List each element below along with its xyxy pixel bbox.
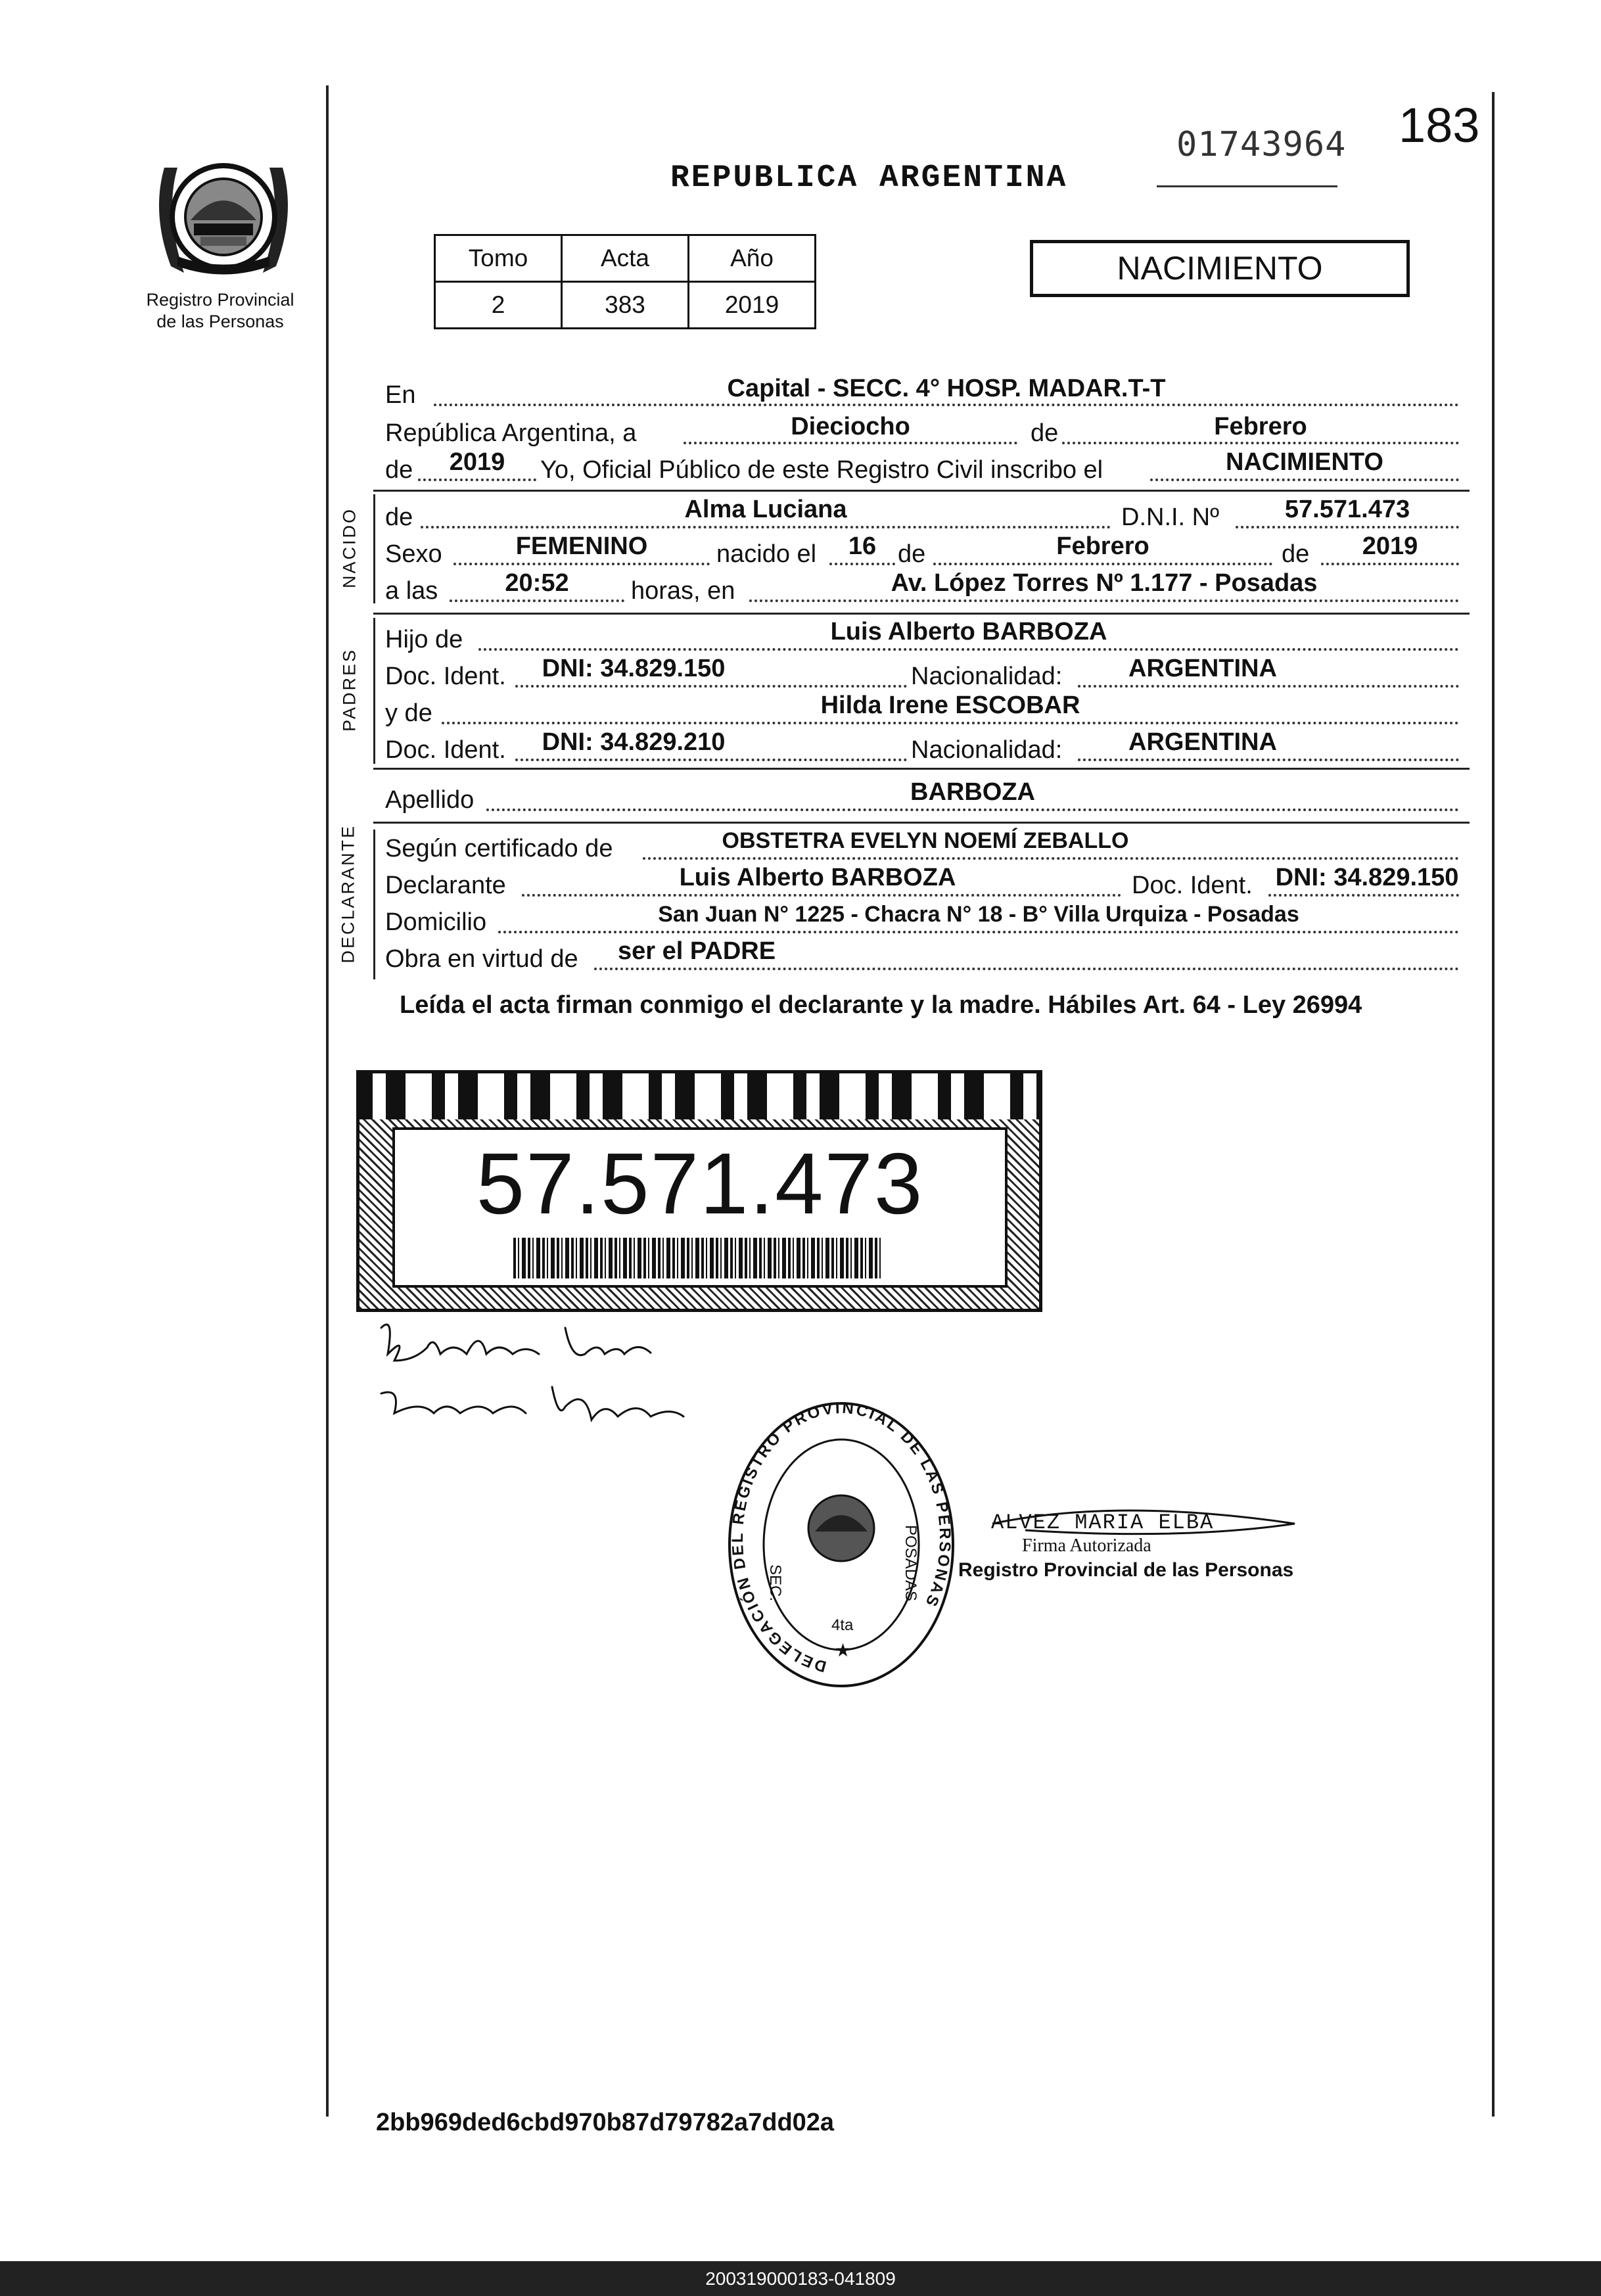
label-de-mes: de (1031, 419, 1059, 447)
record-type-box: NACIMIENTO (1030, 240, 1410, 297)
dotted-line (1062, 442, 1459, 444)
stamp-inner-panel (392, 1127, 1008, 1288)
dotted-line (453, 563, 710, 565)
side-label-nacido: NACIDO (339, 507, 360, 589)
dotted-line (478, 648, 1459, 651)
dni-number-stamp (356, 1070, 1042, 1312)
value-anio-nac: 2019 (1362, 532, 1418, 560)
value-sexo: FEMENINO (515, 532, 648, 560)
barcode-icon (513, 1238, 881, 1278)
value-en-virtud: ser el PADRE (618, 937, 776, 965)
right-margin-line (1492, 92, 1495, 2117)
label-hijo-de: Hijo de (385, 626, 463, 653)
value-tomo: 2 (435, 282, 562, 329)
value-padre: Luis Alberto BARBOZA (830, 618, 1107, 645)
official-office: Registro Provincial de las Personas (958, 1559, 1294, 1581)
registry-official-seal (723, 1394, 960, 1696)
value-lugar: Capital - SECC. 4° HOSP. MADAR.T-T (727, 375, 1166, 402)
label-doc-ident-madre: Doc. Ident. (385, 736, 506, 764)
dotted-line (1078, 685, 1459, 688)
label-apellido: Apellido (385, 786, 475, 814)
dotted-line (1236, 526, 1459, 528)
label-obra-en-virtud: Obra en virtud de (385, 945, 578, 973)
record-reference-table (434, 234, 816, 329)
stamp-dni-number: 57.571.473 (476, 1135, 924, 1232)
value-madre-nac: ARGENTINA (1128, 728, 1277, 756)
dotted-line (594, 968, 1459, 970)
value-mes-registro: Febrero (1214, 413, 1307, 440)
side-label-padres: PADRES (339, 647, 360, 732)
dotted-line (749, 599, 1459, 602)
label-dni: D.N.I. Nº (1121, 504, 1219, 531)
value-padre-nac: ARGENTINA (1128, 655, 1277, 682)
left-margin-line (326, 85, 329, 2117)
value-madre-doc: DNI: 34.829.210 (542, 728, 726, 756)
label-de-anio: de (385, 456, 413, 484)
value-anio-registro: 2019 (449, 448, 505, 476)
dotted-line (515, 685, 907, 688)
dotted-line (1268, 894, 1459, 897)
logo-caption-line1: Registro Provincial (146, 290, 294, 310)
value-certificado: OBSTETRA EVELYN NOEMÍ ZEBALLO (722, 828, 1129, 853)
footer-document-id: 200319000183-041809 (0, 2261, 1601, 2296)
dotted-line (522, 894, 1121, 897)
label-domicilio: Domicilio (385, 908, 487, 936)
label-doc-ident-padre: Doc. Ident. (385, 663, 506, 690)
dotted-line (1078, 759, 1459, 761)
dotted-line (1150, 479, 1459, 481)
label-sexo: Sexo (385, 540, 442, 568)
header-acta: Acta (562, 235, 689, 282)
value-madre: Hilda Irene ESCOBAR (820, 691, 1080, 719)
label-republica: República Argentina, a (385, 419, 637, 447)
section-separator (373, 490, 1470, 492)
official-role: Firma Autorizada (1022, 1535, 1151, 1556)
section-bracket-padres (373, 618, 375, 764)
label-en: En (385, 381, 416, 409)
serial-number: 01743964 (1176, 125, 1347, 164)
svg-text:SEC.: SEC. (766, 1564, 784, 1602)
dotted-line (418, 479, 536, 481)
label-nacido-el: nacido el (716, 540, 817, 568)
dotted-line (829, 563, 895, 565)
dotted-line (515, 759, 907, 761)
handwritten-signatures (368, 1308, 736, 1440)
value-hora: 20:52 (505, 569, 569, 597)
dotted-line (1321, 563, 1459, 565)
value-acto: NACIMIENTO (1226, 448, 1383, 476)
page-number: 183 (1399, 98, 1480, 152)
value-apellido: BARBOZA (910, 778, 1035, 806)
label-doc-ident-declarante: Doc. Ident. (1132, 872, 1253, 899)
label-de-nombre: de (385, 504, 413, 531)
section-bracket-nacido (373, 494, 375, 603)
record-value-row (435, 282, 816, 329)
record-header-row (435, 235, 816, 282)
dotted-line (643, 857, 1459, 860)
dotted-line (933, 563, 1272, 565)
value-mes-nac: Febrero (1056, 532, 1149, 560)
dotted-line (498, 931, 1459, 933)
label-de-mes-nac: de (898, 540, 926, 568)
svg-text:POSADAS: POSADAS (902, 1525, 919, 1602)
serial-underline (1157, 185, 1337, 187)
dotted-line (684, 442, 1017, 444)
label-de-anio-nac: de (1282, 540, 1310, 568)
value-lugar-nac: Av. López Torres Nº 1.177 - Posadas (891, 569, 1318, 597)
value-dni: 57.571.473 (1284, 496, 1410, 523)
value-declarante-doc: DNI: 34.829.150 (1275, 864, 1459, 891)
value-anio: 2019 (689, 282, 816, 329)
dotted-line (434, 404, 1459, 406)
label-y-de: y de (385, 699, 432, 727)
section-separator (373, 822, 1470, 824)
svg-text:4ta: 4ta (831, 1616, 854, 1634)
logo-caption-line2: de las Personas (156, 312, 284, 331)
section-separator (373, 768, 1470, 770)
value-dia-registro: Dieciocho (791, 413, 910, 440)
section-bracket-declarante (373, 830, 375, 979)
legal-statement: Leída el acta firman conmigo el declarante y la madre. Hábiles Art. 64 - Ley 26994 (400, 991, 1362, 1019)
stamp-security-band (360, 1073, 1039, 1119)
value-dia-nac: 16 (848, 532, 877, 560)
logo-caption (99, 289, 342, 333)
value-padre-doc: DNI: 34.829.150 (542, 655, 726, 682)
label-nacionalidad-madre: Nacionalidad: (911, 736, 1063, 764)
value-domicilio: San Juan N° 1225 - Chacra N° 18 - B° Villa Urquiza - Posadas (658, 902, 1299, 927)
label-declarante: Declarante (385, 872, 506, 899)
label-yo-oficial: Yo, Oficial Público de este Registro Civil inscribo el (540, 456, 1103, 484)
dotted-line (421, 526, 1111, 528)
document-country-title: REPUBLICA ARGENTINA (670, 160, 1068, 196)
label-horas-en: horas, en (631, 577, 735, 605)
label-segun-certificado: Según certificado de (385, 835, 613, 862)
dotted-line (442, 722, 1459, 724)
side-label-declarante: DECLARANTE (338, 824, 358, 964)
document-hash: 2bb969ded6cbd970b87d79782a7dd02a (376, 2109, 835, 2136)
label-a-las: a las (385, 577, 438, 605)
label-nacionalidad-padre: Nacionalidad: (911, 663, 1063, 690)
dotted-line (486, 808, 1459, 811)
value-nombre: Alma Luciana (684, 496, 847, 523)
svg-text:★: ★ (835, 1639, 852, 1661)
value-declarante: Luis Alberto BARBOZA (679, 864, 956, 891)
dotted-line (450, 599, 624, 602)
header-tomo: Tomo (435, 235, 562, 282)
official-name: ALVEZ MARIA ELBA (991, 1511, 1215, 1535)
svg-text:DELEGACIÓN DEL REGISTRO PROVIN: DELEGACIÓN DEL REGISTRO PROVINCIAL DE LAS PERSONAS (729, 1399, 954, 1675)
section-separator (373, 613, 1470, 615)
province-emblem-logo (138, 141, 309, 286)
header-anio: Año (689, 235, 816, 282)
value-acta: 383 (562, 282, 689, 329)
